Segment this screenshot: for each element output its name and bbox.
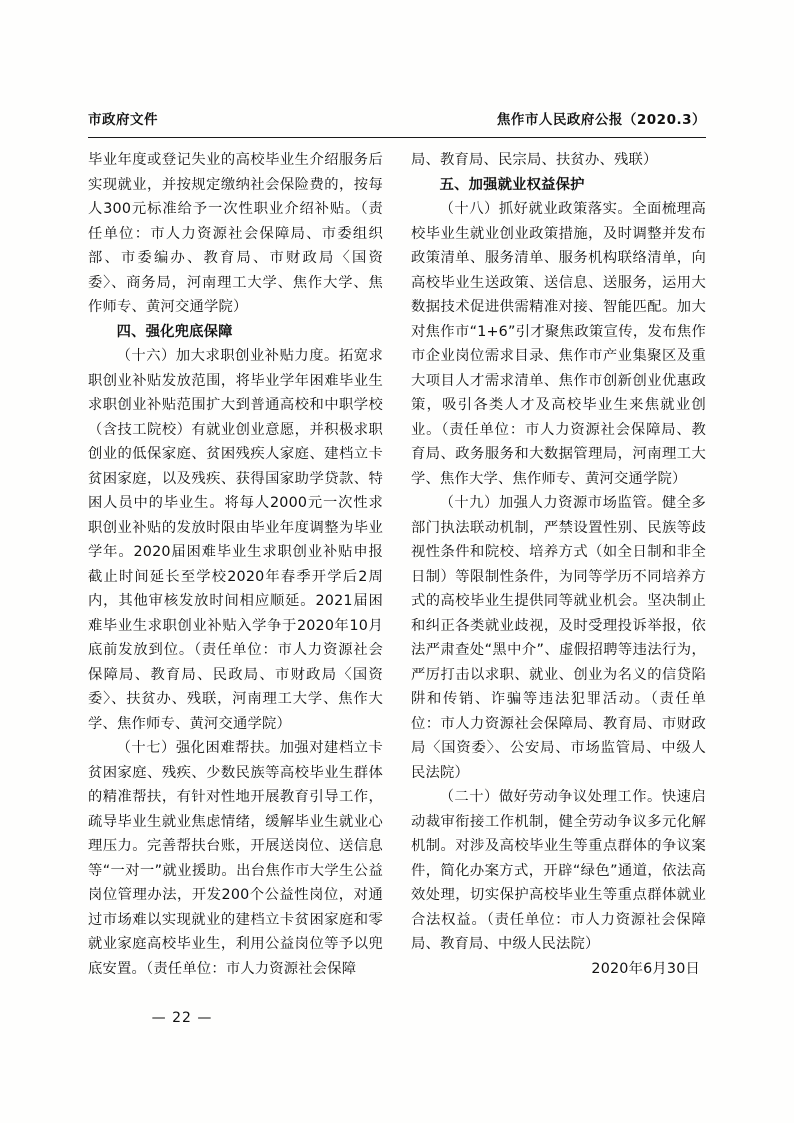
body-paragraph: （二十）做好劳动争议处理工作。快速启动裁审衔接工作机制，健全劳动争议多元化解机制。对涉及高校毕业生等重点群体的争议案件，简化办案方式，开辟“绿色”通道，依法高效处理，切实保护高校毕业生等重点群体就业合法权益。（责任单位：市人力资源社会保障局、教育局、中级人民法院） [411, 789, 706, 952]
section-heading: 四、强化兜底保障 [116, 323, 233, 340]
page-footer [0, 1010, 794, 1026]
right-column [411, 148, 706, 981]
page-number: — 22 — [151, 1010, 213, 1026]
section-heading: 五、加强就业权益保护 [439, 176, 585, 193]
body-columns [88, 148, 706, 981]
page-header [88, 108, 706, 128]
body-paragraph: 局、教育局、民宗局、扶贫办、残联） [411, 152, 658, 168]
header-left-label: 市政府文件 [88, 112, 158, 128]
body-paragraph: （十九）加强人力资源市场监管。健全多部门执法联动机制，严禁设置性别、民族等歧视性条件和院校、培养方式（如全日制和非全日制）等限制性条件，为同等学历不同培养方式的高校毕业生提供同等就业机会。坚决制止和纠正各类就业歧视，及时受理投诉举报，依法严肃查处“黑中介”、虚假招聘等违法行为，严厉打击以求职、就业、创业为名义的信贷陷阱和传销、诈骗等违法犯罪活动。（责任单位：市人力资源社会保障局、教育局、市财政局〈国资委〉、公安局、市场监管局、中级人民法院） [411, 495, 706, 781]
left-column [88, 148, 383, 981]
body-paragraph: （十七）强化困难帮扶。加强对建档立卡贫困家庭、残疾、少数民族等高校毕业生群体的精准帮扶，有针对性地开展教育引导工作，疏导毕业生就业焦虑情绪，缓解毕业生就业心理压力。完善帮扶台账，开展送岗位、送信息等“一对一”就业援助。出台焦作市大学生公益岗位管理办法，开发200个公益性岗位，对通过市场难以实现就业的建档立卡贫困家庭和零就业家庭高校毕业生，利用公益岗位等予以兜底安置。（责任单位：市人力资源社会保障 [88, 740, 383, 977]
header-right-label: 焦作市人民政府公报（2020.3） [496, 112, 706, 128]
header-divider [88, 137, 706, 138]
body-paragraph: 毕业年度或登记失业的高校毕业生介绍服务后实现就业，并按规定缴纳社会保险费的，按每人300元标准给予一次性职业介绍补贴。（责任单位：市人力资源社会保障局、市委组织部、市委编办、教育局、市财政局〈国资委〉、商务局，河南理工大学、焦作大学、焦作师专、黄河交通学院） [88, 152, 383, 315]
body-paragraph: （十六）加大求职创业补贴力度。拓宽求职创业补贴发放范围，将毕业学年困难毕业生求职创业补贴范围扩大到普通高校和中职学校（含技工院校）有就业创业意愿，并积极求职创业的低保家庭、贫困残疾人家庭、建档立卡贫困家庭，以及残疾、获得国家助学贷款、特困人员中的毕业生。将每人2000元一次性求职创业补贴的发放时限由毕业年度调整为毕业学年。2020届困难毕业生求职创业补贴申报截止时间延长至学校2020年春季开学后2周内，其他审核发放时间相应顺延。2021届困难毕业生求职创业补贴入学争于2020年10月底前发放到位。（责任单位：市人力资源社会保障局、教育局、民政局、市财政局〈国资委〉、扶贫办、残联，河南理工大学、焦作大学、焦作师专、黄河交通学院） [88, 348, 383, 732]
body-paragraph: （十八）抓好就业政策落实。全面梳理高校毕业生就业创业政策措施，及时调整并发布政策清单、服务清单、服务机构联络清单，向高校毕业生送政策、送信息、送服务，运用大数据技术促进供需精准对接、智能匹配。加大对焦作市“1+6”引才聚焦政策宣传，发布焦作市企业岗位需求目录、焦作市产业集聚区及重大项目人才需求清单、焦作市创新创业优惠政策，吸引各类人才及高校毕业生来焦就业创业。（责任单位：市人力资源社会保障局、教育局、政务服务和大数据管理局，河南理工大学、焦作大学、焦作师专、黄河交通学院） [411, 201, 706, 487]
document-date: 2020年6月30日 [591, 960, 700, 977]
